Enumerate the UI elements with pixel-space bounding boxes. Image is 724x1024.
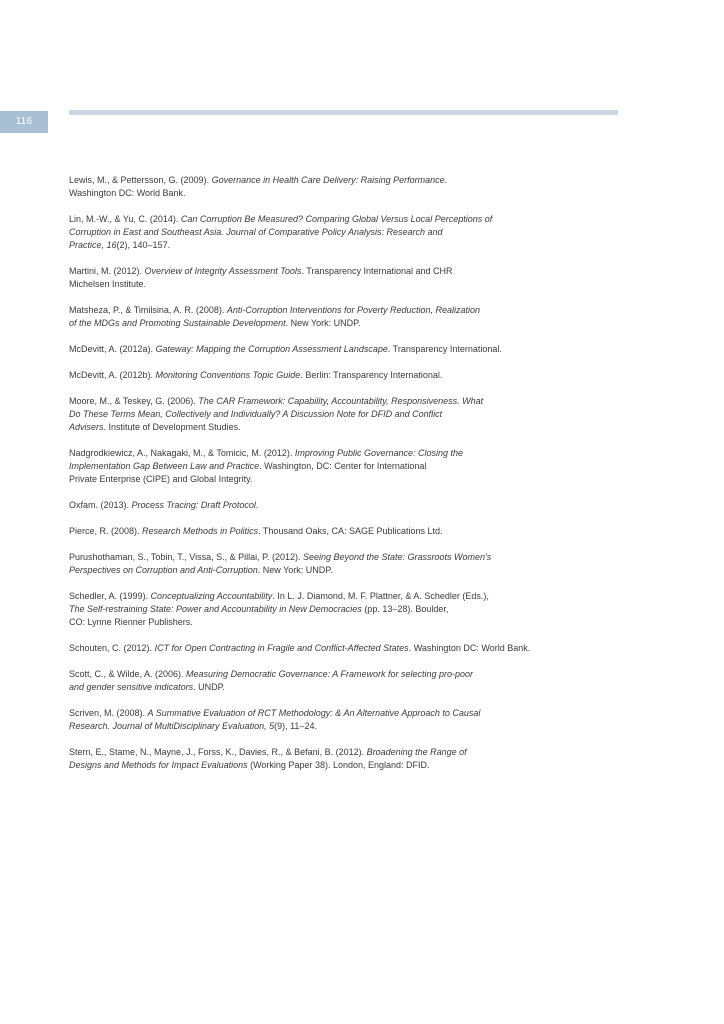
reference-text: (9), 11–24. — [274, 721, 317, 731]
reference-text: Moore, M., & Teskey, G. (2006). — [69, 396, 199, 406]
reference-line — [69, 525, 589, 538]
reference-title-text: Conceptualizing Accountability — [150, 591, 273, 601]
reference-text: Lin, M.-W., & Yu, C. (2014). — [69, 214, 181, 224]
reference-title-text: ICT for Open Contracting in Fragile and Conflict-Affected States — [154, 643, 409, 653]
reference-text: Oxfam. (2013). — [69, 500, 132, 510]
reference-line — [69, 317, 589, 330]
reference-text: Scott, C., & Wilde, A. (2006). — [69, 669, 187, 679]
reference-text: . Thousand Oaks, CA: SAGE Publications Ltd. — [258, 526, 443, 536]
reference-text: McDevitt, A. (2012b). — [69, 370, 156, 380]
reference-title-text: Can Corruption Be Measured? Comparing Global Versus Local Perceptions of — [180, 214, 493, 224]
reference-title-text: Measuring Democratic Governance: A Framework for selecting pro-poor — [186, 669, 473, 679]
reference-entry — [69, 343, 589, 356]
reference-text: . New York: UNDP. — [285, 318, 361, 328]
reference-entry — [69, 447, 589, 486]
reference-title-text: Gateway: Mapping the Corruption Assessment Landscape — [155, 344, 388, 354]
reference-line — [69, 343, 589, 356]
reference-line — [69, 603, 589, 616]
reference-text: . Institute of Development Studies. — [103, 422, 241, 432]
reference-line — [69, 681, 589, 694]
reference-line — [69, 369, 589, 382]
reference-entry — [69, 707, 589, 733]
reference-title-text: A Summative Evaluation of RCT Methodology: & An Alternative Approach to Causal — [147, 708, 481, 718]
reference-entry — [69, 265, 589, 291]
reference-line — [69, 187, 589, 200]
reference-entry — [69, 551, 589, 577]
reference-line — [69, 278, 589, 291]
reference-line — [69, 707, 589, 720]
reference-title-text: Monitoring Conventions Topic Guide — [155, 370, 301, 380]
reference-text: Washington DC: World Bank. — [69, 188, 186, 198]
reference-line — [69, 265, 589, 278]
reference-text: Scriven, M. (2008). — [69, 708, 148, 718]
reference-entry — [69, 369, 589, 382]
reference-text: Pierce, R. (2008). — [69, 526, 143, 536]
reference-line — [69, 213, 589, 226]
reference-title-text: The CAR Framework: Capability, Accountability, Responsiveness. What — [198, 396, 484, 406]
reference-entry — [69, 395, 589, 434]
reference-line — [69, 551, 589, 564]
reference-title-text: Process Tracing: Draft Protocol — [131, 500, 256, 510]
reference-entry — [69, 174, 589, 200]
reference-line — [69, 668, 589, 681]
reference-title-text: Perspectives on Corruption and Anti-Corruption — [69, 565, 258, 575]
reference-text: . Transparency International. — [387, 344, 502, 354]
reference-line — [69, 395, 589, 408]
reference-line — [69, 473, 589, 486]
reference-text: Martini, M. (2012). — [69, 266, 145, 276]
reference-entry — [69, 746, 589, 772]
reference-title-text: Overview of Integrity Assessment Tools — [144, 266, 302, 276]
reference-title-text: and gender sensitive indicators — [69, 682, 194, 692]
page-number: 116 — [0, 111, 48, 133]
reference-text: . In L. J. Diamond, M. F. Plattner, & A. Schedler (Eds.), — [272, 591, 489, 601]
reference-line — [69, 746, 589, 759]
reference-line — [69, 642, 589, 655]
reference-title-text: Advisers — [69, 422, 104, 432]
reference-text: . Berlin: Transparency International. — [300, 370, 443, 380]
reference-text: Michelsen Institute. — [69, 279, 147, 289]
header-rule — [69, 110, 618, 115]
reference-entry — [69, 642, 589, 655]
reference-text: Stern, E., Stame, N., Mayne, J., Forss, K., Davies, R., & Befani, B. (2012). — [69, 747, 367, 757]
reference-line — [69, 616, 589, 629]
reference-line — [69, 564, 589, 577]
reference-text: Private Enterprise (CIPE) and Global Integrity. — [69, 474, 253, 484]
reference-text: . — [255, 500, 259, 510]
reference-line — [69, 421, 589, 434]
reference-line — [69, 304, 589, 317]
reference-text: Lewis, M., & Pettersson, G. (2009). — [69, 175, 212, 185]
reference-text: McDevitt, A. (2012a). — [69, 344, 156, 354]
reference-entry — [69, 525, 589, 538]
reference-text: CO: Lynne Rienner Publishers. — [69, 617, 193, 627]
reference-entry — [69, 590, 589, 629]
reference-line — [69, 408, 589, 421]
reference-title-text: of the MDGs and Promoting Sustainable Development — [69, 318, 286, 328]
reference-text: . UNDP. — [193, 682, 225, 692]
reference-title-text: Seeing Beyond the State: Grassroots Women's — [302, 552, 492, 562]
reference-title-text: Governance in Health Care Delivery: Raising Performance — [211, 175, 445, 185]
reference-title-text: Anti-Corruption Interventions for Poverty Reduction, Realization — [226, 305, 481, 315]
reference-text: Schedler, A. (1999). — [69, 591, 151, 601]
reference-line — [69, 460, 589, 473]
reference-title-text: Research. Journal of MultiDisciplinary Evaluation, 5 — [69, 721, 275, 731]
reference-line — [69, 759, 589, 772]
reference-entry — [69, 668, 589, 694]
reference-title-text: Research Methods in Politics — [142, 526, 259, 536]
reference-text: (pp. 13–28). Boulder, — [361, 604, 449, 614]
reference-text: . Washington, DC: Center for International — [259, 461, 427, 471]
reference-title-text: Do These Terms Mean, Collectively and Individually? A Discussion Note for DFID and Conflict — [69, 409, 443, 419]
reference-line — [69, 226, 589, 239]
reference-line — [69, 447, 589, 460]
reference-line — [69, 720, 589, 733]
reference-line — [69, 499, 589, 512]
reference-text: Schouten, C. (2012). — [69, 643, 155, 653]
reference-entry — [69, 499, 589, 512]
reference-text: . New York: UNDP. — [257, 565, 333, 575]
reference-entry — [69, 304, 589, 330]
reference-title-text: The Self-restraining State: Power and Accountability in New Democracies — [69, 604, 362, 614]
reference-text: (Working Paper 38). London, England: DFID. — [247, 760, 430, 770]
reference-text: Nadgrodkiewicz, A., Nakagaki, M., & Tomicic, M. (2012). — [69, 448, 295, 458]
reference-list — [69, 174, 589, 785]
reference-title-text: Practice, 16 — [69, 240, 117, 250]
reference-text: Purushothaman, S., Tobin, T., Vissa, S., & Pillai, P. (2012). — [69, 552, 303, 562]
reference-title-text: Corruption in East and Southeast Asia. Journal of Comparative Policy Analysis: Research and — [69, 227, 443, 237]
reference-line — [69, 174, 589, 187]
reference-entry — [69, 213, 589, 252]
reference-line — [69, 239, 589, 252]
reference-line — [69, 590, 589, 603]
reference-text: . — [444, 175, 448, 185]
reference-text: . Washington DC: World Bank. — [408, 643, 531, 653]
reference-title-text: Implementation Gap Between Law and Practice — [69, 461, 260, 471]
reference-title-text: Improving Public Governance: Closing the — [294, 448, 464, 458]
reference-title-text: Designs and Methods for Impact Evaluations — [69, 760, 248, 770]
reference-title-text: Broadening the Range of — [366, 747, 467, 757]
reference-text: Matsheza, P., & Timilsina, A. R. (2008). — [69, 305, 227, 315]
reference-text: (2), 140–157. — [116, 240, 171, 250]
reference-text: . Transparency International and CHR — [301, 266, 453, 276]
